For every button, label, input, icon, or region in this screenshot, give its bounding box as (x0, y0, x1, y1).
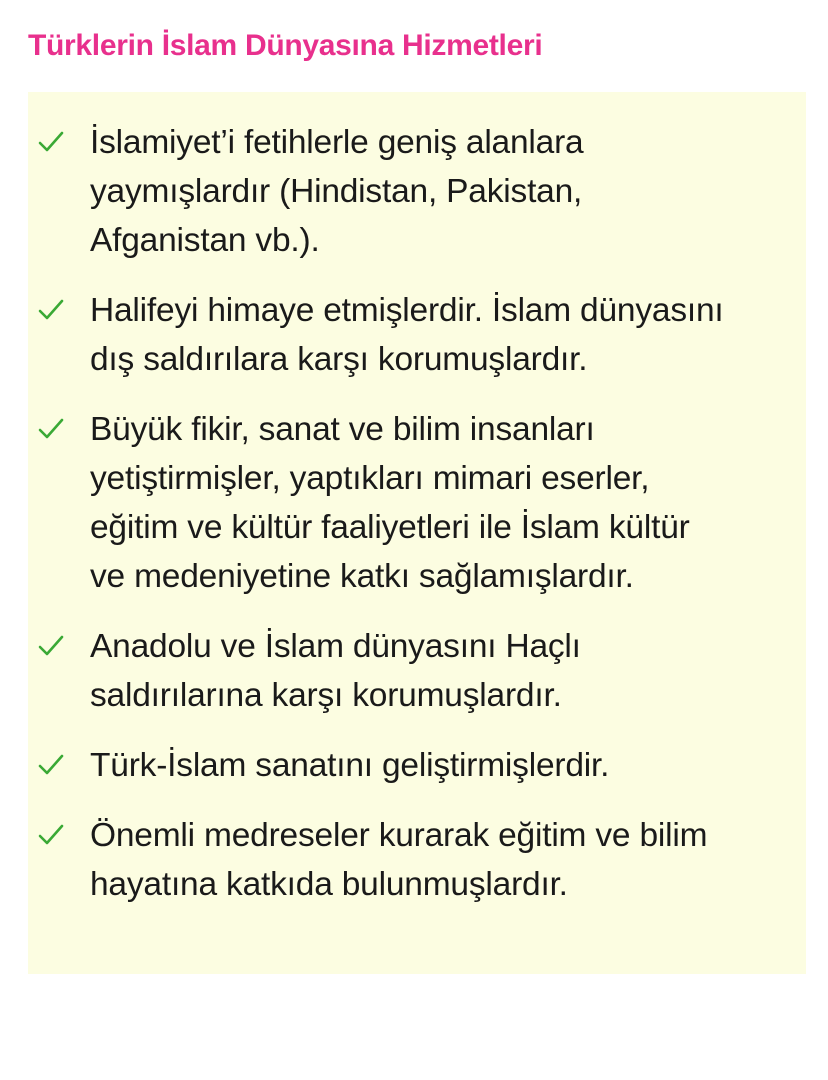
check-icon (38, 417, 64, 441)
page-title: Türklerin İslam Dünyasına Hizmetleri (28, 29, 543, 62)
content-box (28, 92, 806, 974)
list-item-line: dış saldırılara karşı korumuşlardır. (90, 341, 588, 378)
list-item (28, 118, 806, 265)
list-item-line: ve medeniyetine katkı sağlamışlardır. (90, 558, 634, 595)
list-item-line: Afganistan vb.). (90, 222, 320, 259)
list-item-line: Önemli medreseler kurarak eğitim ve bilim (90, 817, 708, 854)
list-item-line: hayatına katkıda bulunmuşlardır. (90, 866, 568, 903)
check-icon (38, 753, 64, 777)
list-item (28, 405, 806, 601)
list-item-line: yetiştirmişler, yaptıkları mimari eserler, (90, 460, 650, 497)
list-item-line: saldırılarına karşı korumuşlardır. (90, 677, 562, 714)
check-icon (38, 298, 64, 322)
check-icon (38, 130, 64, 154)
list-item-line: Türk-İslam sanatını geliştirmişlerdir. (90, 747, 610, 784)
list-item (28, 811, 806, 909)
list-item-line: yaymışlardır (Hindistan, Pakistan, (90, 173, 583, 210)
bullet-list (28, 118, 806, 909)
check-icon (38, 823, 64, 847)
list-item-line: eğitim ve kültür faaliyetleri ile İslam kültür (90, 509, 690, 546)
list-item (28, 286, 806, 384)
check-icon (38, 634, 64, 658)
list-item-line: Büyük fikir, sanat ve bilim insanları (90, 411, 595, 448)
list-item-line: Anadolu ve İslam dünyasını Haçlı (90, 628, 581, 665)
list-item-line: Halifeyi himaye etmişlerdir. İslam dünyasını (90, 292, 724, 329)
list-item (28, 622, 806, 720)
list-item-line: İslamiyet’i fetihlerle geniş alanlara (90, 124, 584, 161)
list-item (28, 741, 806, 790)
